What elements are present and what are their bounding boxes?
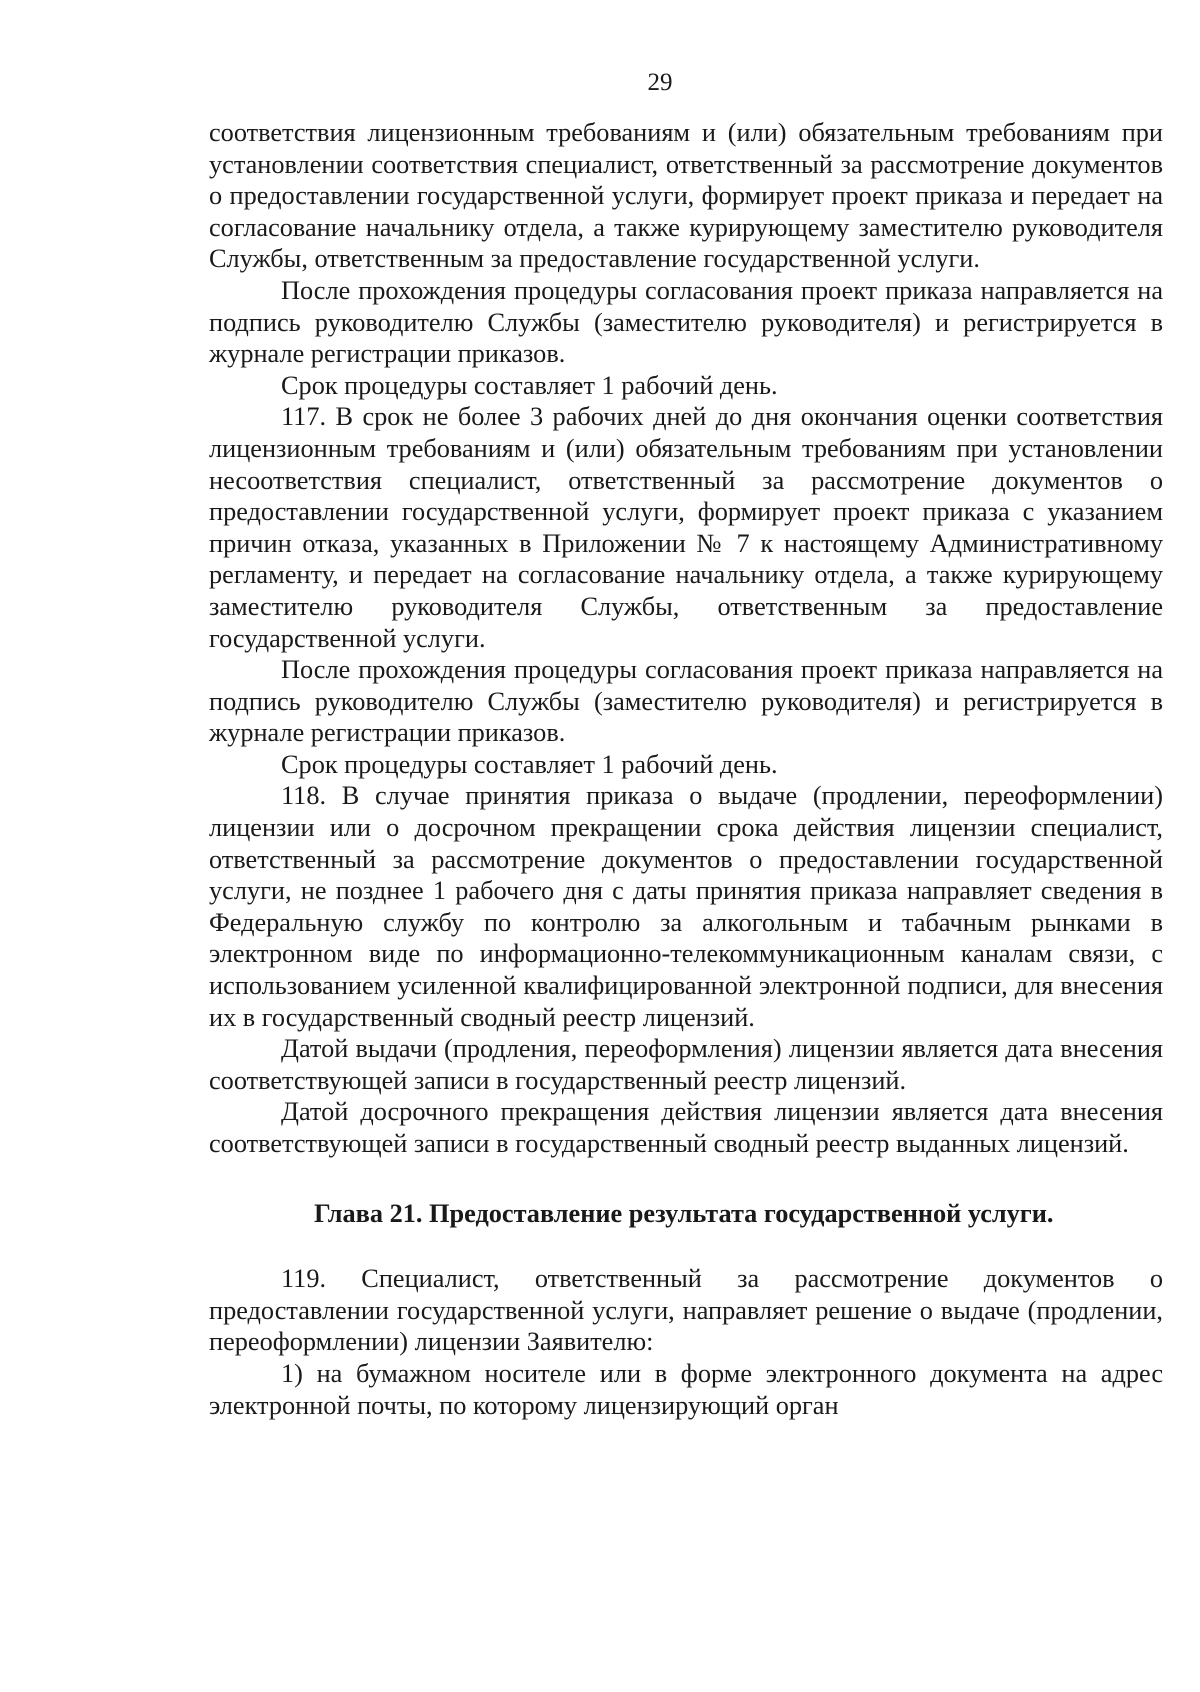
paragraph-termination-date: Датой досрочного прекращения действия лицензии является дата внесения соответствующей записи в государственный сводный реестр выданных лицензий. xyxy=(209,1097,1163,1158)
paragraph-item-117: 117. В срок не более 3 рабочих дней до дня окончания оценки соответствия лицензионным требованиям и (или) обязательным требованиям при установлении несоответствия специалист, ответственный за рассмотрение документов о предоставлении государственной услуги, формирует проект приказа с указанием причин отказа, указанных в Приложении № 7 к настоящему Административному регламенту, и передает на согласование начальнику отдела, а также курирующему заместителю руководителя Службы, ответственным за предоставление государственной услуги. xyxy=(209,402,1163,653)
paragraph-approval-procedure: После прохождения процедуры согласования проект приказа направляется на подпись руководителю Службы (заместителю руководителя) и регистрируется в журнале регистрации приказов. xyxy=(209,275,1163,369)
document-body xyxy=(209,117,1163,1421)
paragraph-procedure-term-2: Срок процедуры составляет 1 рабочий день. xyxy=(281,749,778,779)
paragraph-item-119: 119. Специалист, ответственный за рассмотрение документов о предоставлении государственной услуги, направляет решение о выдаче (продлении, переоформлении) лицензии Заявителю: xyxy=(209,1264,1163,1357)
paragraph-item-118: 118. В случае принятия приказа о выдаче (продлении, переоформлении) лицензии или о досрочном прекращении срока действия лицензии специалист, ответственный за рассмотрение документов о предоставлении государственной услуги, не позднее 1 рабочего дня с даты принятия приказа направляет сведения в Федеральную службу по контролю за алкогольным и табачным рынками в электронном виде по информационно-телекоммуникационным каналам связи, с использованием усиленной квалифицированной электронной подписи, для внесения их в государственный сводный реестр лицензий. xyxy=(209,781,1163,1032)
paragraph-approval-procedure-2: После прохождения процедуры согласования проект приказа направляется на подпись руководителю Службы (заместителю руководителя) и регистрируется в журнале регистрации приказов. xyxy=(209,655,1163,748)
paragraph-procedure-term: Срок процедуры составляет 1 рабочий день. xyxy=(281,370,778,400)
chapter-heading: Глава 21. Предоставление результата государственной услуги. xyxy=(314,1198,1054,1228)
paragraph-issue-date: Датой выдачи (продления, переоформления) лицензии является дата внесения соответствующей записи в государственный реестр лицензий. xyxy=(209,1034,1163,1095)
paragraph-subitem-1: 1) на бумажном носителе или в форме электронного документа на адрес электронной почты, по которому лицензирующий орган xyxy=(209,1358,1163,1420)
paragraph-continuation: соответствия лицензионным требованиям и (или) обязательным требованиям при установлении соответствия специалист, ответственный за рассмотрение документов о предоставлении государственной услуги, формирует проект приказа и передает на согласование начальнику отдела, а также курирующему заместителю руководителя Службы, ответственным за предоставление государственной услуги. xyxy=(209,118,1163,274)
page-number: 29 xyxy=(647,69,673,96)
